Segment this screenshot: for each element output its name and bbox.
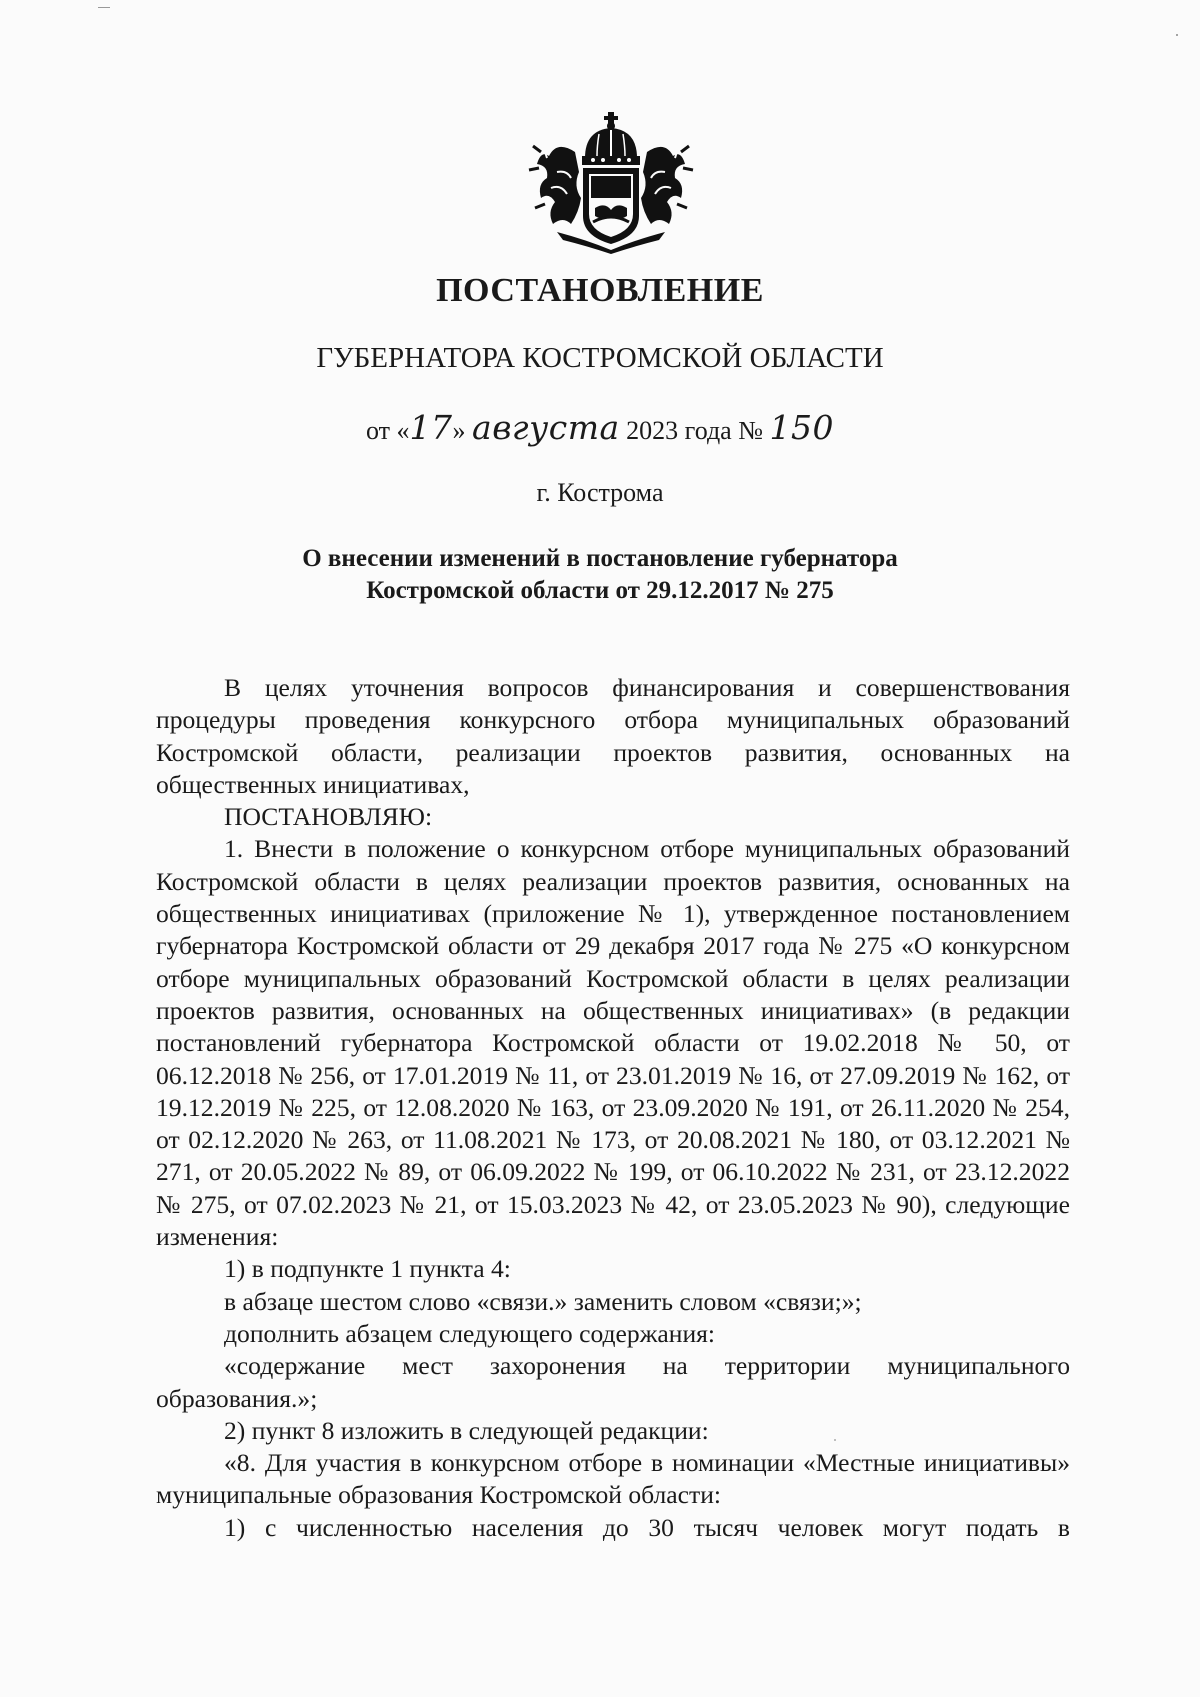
document-body [156, 672, 1070, 1544]
body-paragraph: дополнить абзацем следующего содержания: [224, 1318, 716, 1348]
body-paragraph: 1) в подпункте 1 пункта 4: [224, 1254, 511, 1284]
body-paragraph: В целях уточнения вопросов финансирования и совершенствования процедуры проведения конкурсного отбора муниципальных образований Костромской области, реализации проектов развития, основанных на общественных инициативах, [156, 673, 1070, 799]
body-paragraph: 1. Внести в положение о конкурсном отборе муниципальных образований Костромской области в целях реализации проектов развития, основанных на общественных инициативах (приложение № 1), утвержденное постановлением губернатора Костромской области от 29 декабря 2017 года № 275 «О конкурсном отборе муниципальных образований Костромской области в целях реализации проектов развития, основанных на общественных инициативах» (в редакции постановлений губернатора Костромской области от 19.02.2018 № 50, от 06.12.2018 № 256, от 17.01.2019 № 11, от 23.01.2019 № 16, от 27.09.2019 № 162, от 19.12.2019 № 225, от 12.08.2020 № 163, от 23.09.2020 № 191, от 26.11.2020 № 254, от 02.12.2020 № 263, от 11.08.2021 № 173, от 20.08.2021 № 180, от 03.12.2021 № 271, от 20.05.2022 № 89, от 06.09.2022 № 199, от 06.10.2022 № 231, от 23.12.2022 № 275, от 07.02.2023 № 21, от 15.03.2023 № 42, от 23.05.2023 № 90), следующие изменения: [156, 834, 1070, 1252]
body-paragraph: «содержание мест захоронения на территории муниципального образования.»; [156, 1351, 1070, 1413]
date-day-handwritten: 17 [409, 408, 453, 447]
body-paragraph-decree: ПОСТАНОВЛЯЮ: [224, 802, 433, 832]
scan-artifact-mark [98, 7, 110, 8]
subject-line: О внесении изменений в постановление губернатора [302, 545, 898, 572]
document-subject [0, 543, 1200, 607]
document-number-handwritten: 150 [769, 408, 835, 447]
document-city: г. Кострома [536, 478, 664, 507]
issuing-authority: ГУБЕРНАТОРА КОСТРОМСКОЙ ОБЛАСТИ [316, 342, 884, 374]
body-paragraph: 1) с численностью населения до 30 тысяч человек могут подать в [224, 1512, 1070, 1542]
body-paragraph: в абзаце шестом слово «связи.» заменить словом «связи;»; [224, 1286, 862, 1316]
date-prefix: от « [365, 416, 410, 445]
subject-line: Костромской области от 29.12.2017 № 275 [366, 577, 834, 604]
scan-artifact-dot [1176, 34, 1178, 36]
date-month-handwritten: августа [472, 408, 620, 447]
kostroma-coat-of-arms-icon [527, 112, 695, 254]
date-year-text: 2023 года № [626, 416, 764, 445]
date-quote-close: » [452, 416, 466, 445]
document-title: ПОСТАНОВЛЕНИЕ [436, 272, 764, 309]
document-date-line [0, 408, 1200, 458]
body-paragraph: «8. Для участия в конкурсном отборе в номинации «Местные инициативы» муниципальные образования Костромской области: [156, 1448, 1070, 1510]
body-paragraph: 2) пункт 8 изложить в следующей редакции: [224, 1415, 709, 1445]
